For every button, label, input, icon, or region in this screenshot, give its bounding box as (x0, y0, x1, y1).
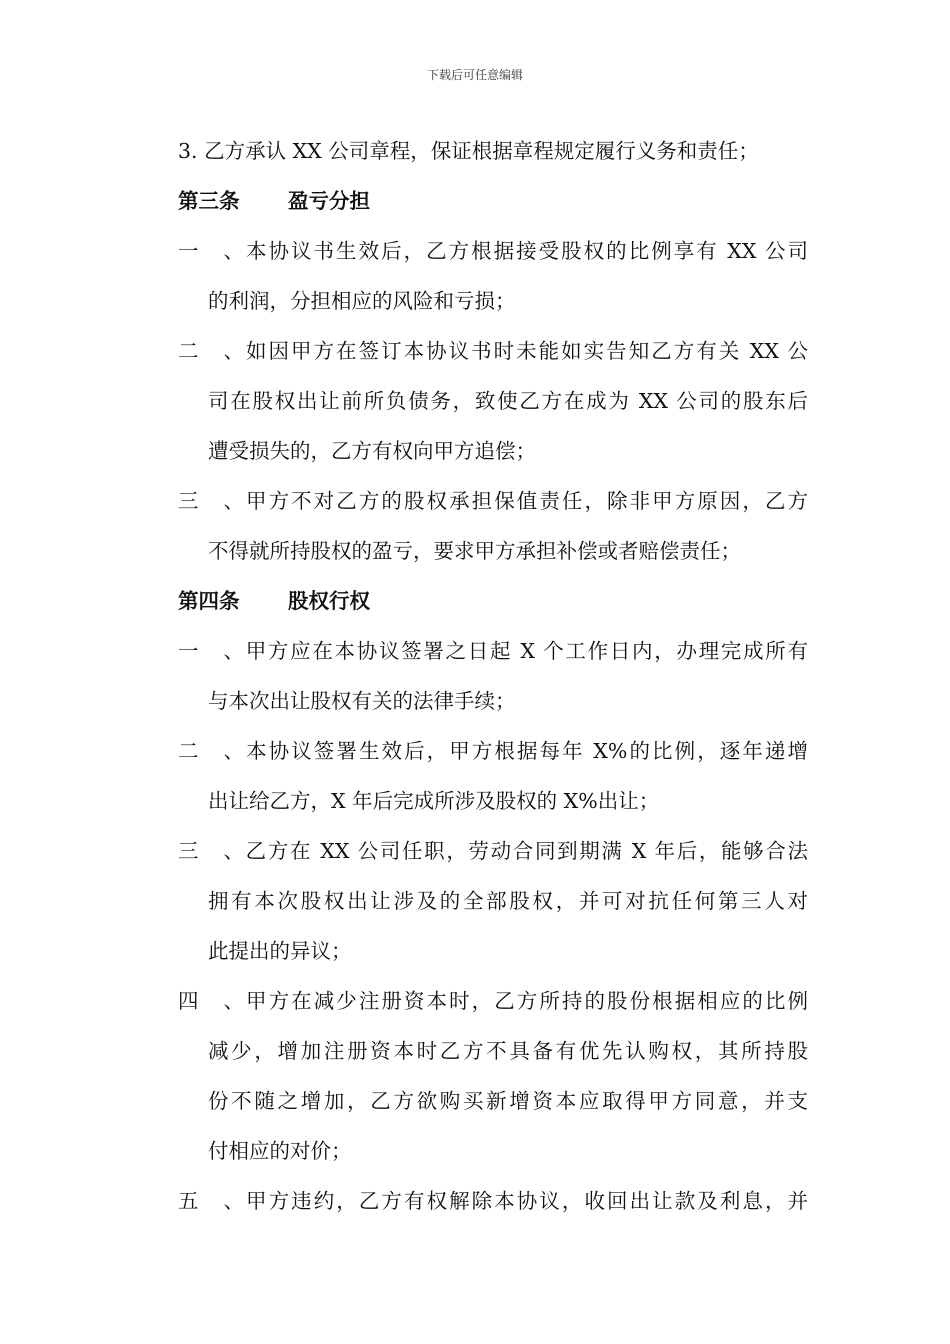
item-marker: 四、 (178, 989, 244, 1013)
section-4-item-3-cont: 拥有本次股权出让涉及的全部股权，并可对抗任何第三人对 (208, 889, 808, 913)
item-text: 甲方违约，乙方有权解除本协议，收回出让款及利息，并 (244, 1189, 808, 1213)
item-text: 甲方应在本协议签署之日起 X 个工作日内，办理完成所有 (244, 639, 808, 663)
section-3-item-2-cont: 司在股权出让前所负债务，致使乙方在成为 XX 公司的股东后 (208, 389, 808, 413)
item-text: 乙方在 XX 公司任职，劳动合同到期满 X 年后，能够合法 (244, 839, 808, 863)
section-4-item-5 (178, 1176, 808, 1226)
section-4-item-4 (178, 976, 808, 1026)
item-text: 本协议书生效后，乙方根据接受股权的比例享有 XX 公司 (244, 239, 808, 263)
page-header: 下载后可任意编辑 (426, 68, 523, 82)
item-text: 本协议签署生效后，甲方根据每年 X%的比例，逐年递增 (244, 739, 808, 763)
section-4-item-1 (178, 626, 808, 676)
clause-3-text: 3. 乙方承认 XX 公司章程，保证根据章程规定履行义务和责任； (178, 139, 759, 163)
section-3-item-1-cont: 的利润，分担相应的风险和亏损； (208, 289, 516, 313)
section-3-item-1 (178, 226, 808, 276)
item-marker: 五、 (178, 1189, 244, 1213)
section-3-heading (178, 176, 808, 226)
section-4-item-4-cont: 付相应的对价； (208, 1139, 352, 1163)
item-text: 甲方在减少注册资本时，乙方所持的股份根据相应的比例 (244, 989, 808, 1013)
item-marker: 三、 (178, 489, 244, 513)
section-4-item-1-cont: 与本次出让股权有关的法律手续； (208, 689, 516, 713)
section-4-item-2 (178, 726, 808, 776)
document-body (178, 126, 808, 1226)
item-text: 如因甲方在签订本协议书时未能如实告知乙方有关 XX 公 (244, 339, 808, 363)
section-4-number: 第四条 (178, 589, 240, 613)
item-marker: 二、 (178, 739, 244, 763)
section-3-item-2-cont: 遭受损失的，乙方有权向甲方追偿； (208, 439, 536, 463)
section-4-item-2-cont: 出让给乙方，X 年后完成所涉及股权的 X%出让； (208, 789, 660, 813)
section-4-title: 股权行权 (288, 589, 370, 613)
item-marker: 一、 (178, 639, 244, 663)
section-3-item-3-cont: 不得就所持股权的盈亏，要求甲方承担补偿或者赔偿责任； (208, 539, 741, 563)
section-3-item-3 (178, 476, 808, 526)
item-marker: 三、 (178, 839, 244, 863)
section-4-heading (178, 576, 808, 626)
section-3-number: 第三条 (178, 189, 240, 213)
item-marker: 一、 (178, 239, 244, 263)
item-text: 甲方不对乙方的股权承担保值责任，除非甲方原因，乙方 (244, 489, 808, 513)
section-4-item-3-cont: 此提出的异议； (208, 939, 352, 963)
section-3-title: 盈亏分担 (288, 189, 370, 213)
section-4-item-4-cont: 减少，增加注册资本时乙方不具备有优先认购权，其所持股 (208, 1039, 808, 1063)
section-4-item-3 (178, 826, 808, 876)
item-marker: 二、 (178, 339, 244, 363)
section-3-item-2 (178, 326, 808, 376)
section-4-item-4-cont: 份不随之增加，乙方欲购买新增资本应取得甲方同意，并支 (208, 1089, 808, 1113)
